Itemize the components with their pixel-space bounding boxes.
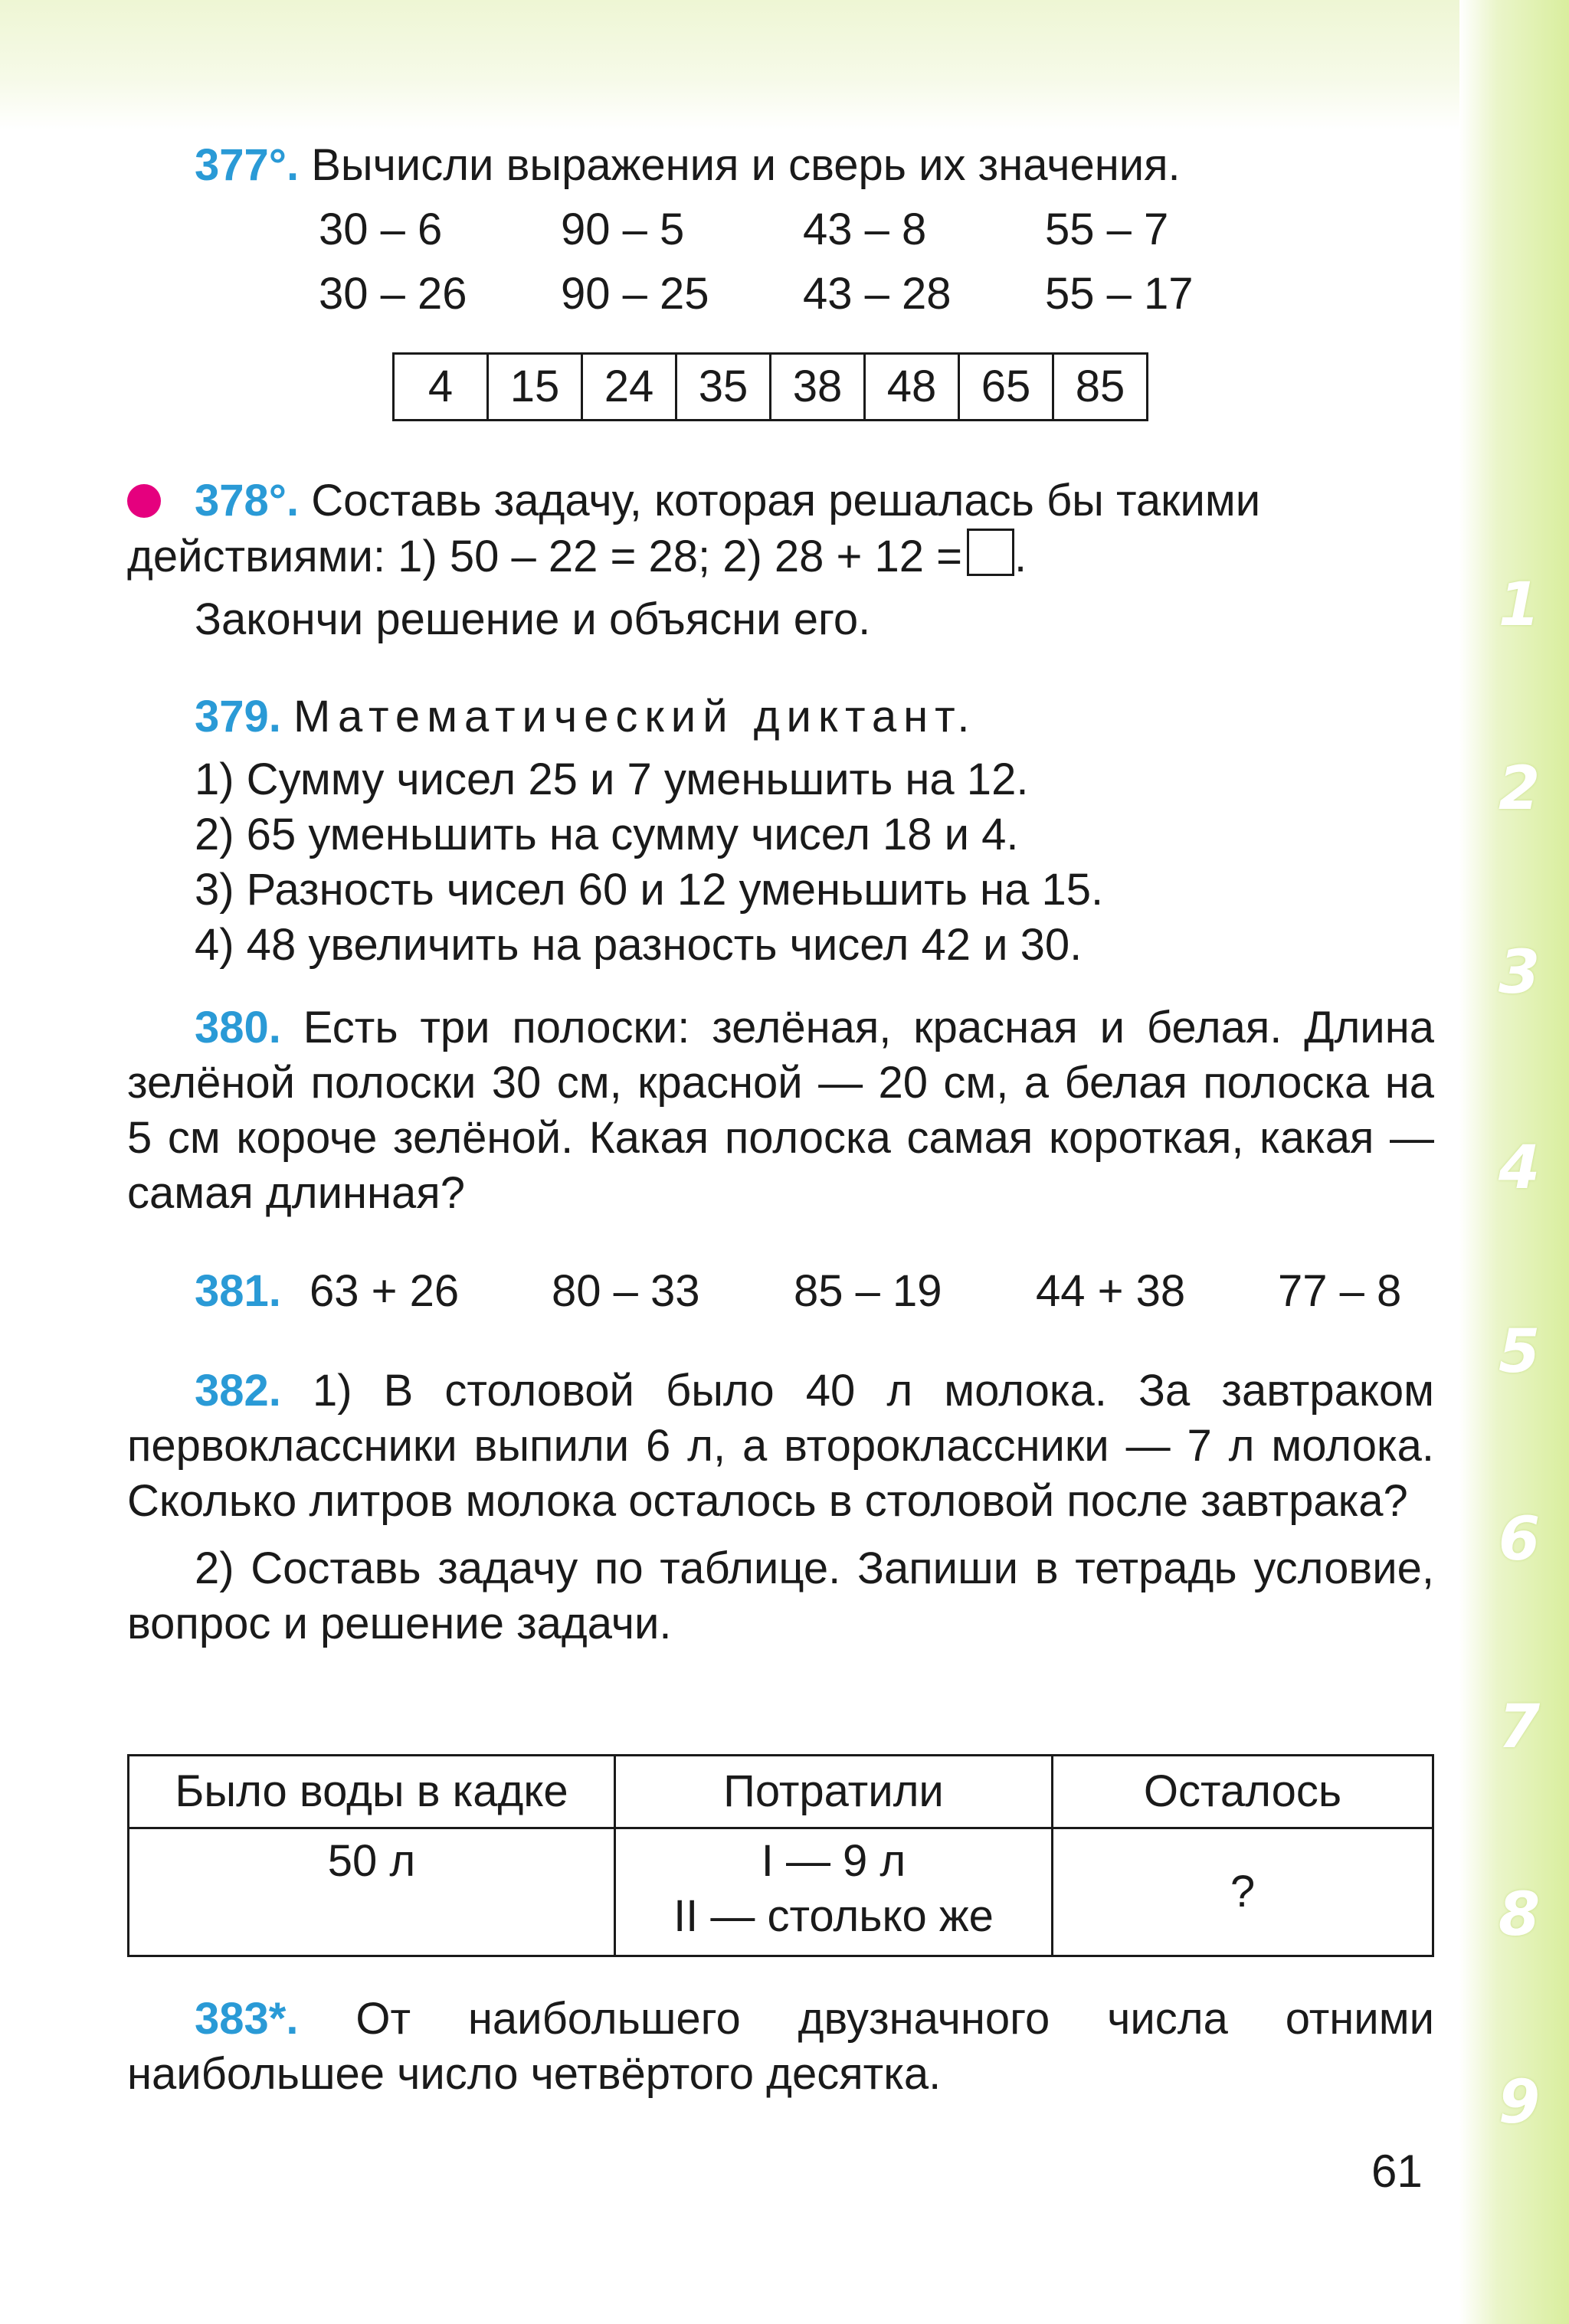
dictation-item: 1) Сумму чисел 25 и 7 уменьшить на 12. (195, 754, 1029, 804)
chapter-tab-5[interactable]: 5 (1498, 1317, 1541, 1386)
expression: 55 – 7 (1045, 205, 1169, 254)
expression-row-2 (319, 267, 1287, 322)
dictation-item: 4) 48 увеличить на разность чисел 42 и 30. (195, 920, 1083, 970)
exercise-title: Математический диктант. (293, 692, 977, 741)
pink-dot-marker (127, 484, 161, 518)
answer-cell: 65 (959, 354, 1053, 421)
answer-cell: 15 (488, 354, 582, 421)
exercise-text: действиями: 1) 50 – 22 = 28; 2) 28 + 12 = (127, 532, 963, 581)
exercise-title: Вычисли выражения и сверь их значения. (311, 140, 1181, 190)
punctuation: . (1014, 532, 1027, 581)
expression: 30 – 26 (319, 269, 467, 319)
exercise-383 (127, 1992, 1434, 2102)
expression: 77 – 8 (1278, 1266, 1402, 1316)
top-band (0, 0, 1569, 130)
exercise-number: 379. (195, 692, 281, 741)
chapter-tab-1[interactable]: 1 (1498, 571, 1541, 640)
page-number: 61 (1371, 2146, 1423, 2197)
exercise-number: 383*. (195, 1994, 299, 2044)
expression-row-1 (319, 202, 1287, 257)
exercise-number: 377°. (195, 140, 300, 190)
answer-cell: 35 (676, 354, 771, 421)
expression: 55 – 17 (1045, 269, 1194, 319)
table-header: Было воды в кадке (129, 1756, 615, 1828)
exercise-377 (127, 138, 1434, 411)
exercise-378 (127, 473, 1434, 647)
expression: 80 – 33 (552, 1266, 700, 1316)
table-cell-line: I — 9 л (761, 1836, 906, 1886)
table-cell: 50 л (129, 1828, 615, 1956)
water-table (127, 1754, 1434, 1957)
dictation-item: 3) Разность чисел 60 и 12 уменьшить на 15. (195, 865, 1104, 915)
chapter-tab-4[interactable]: 4 (1498, 1134, 1541, 1203)
exercise-text: От наибольшего двузначного числа отними наибольшее число четвёртого десятка. (127, 1994, 1434, 2099)
exercise-number: 382. (195, 1366, 281, 1416)
chapter-tab-8[interactable]: 8 (1498, 1880, 1541, 1949)
chapter-tab-2[interactable]: 2 (1498, 754, 1541, 823)
exercise-380 (127, 1000, 1434, 1221)
expression-row: 381. 63 + 26 80 – 33 85 – 19 44 + 38 77 – 8 (195, 1264, 1401, 1319)
expression: 30 – 6 (319, 205, 443, 254)
expression: 63 + 26 (310, 1266, 460, 1316)
table-header: Потратили (615, 1756, 1053, 1828)
exercise-text: 1) В столовой было 40 л молока. За завтраком первоклассники выпили 6 л, а второклассники — 7 л молока. Сколько литров молока осталось в столовой после завтрака? (127, 1366, 1434, 1526)
exercise-text: Составь задачу, которая решалась бы такими (311, 476, 1261, 525)
expression: 44 + 38 (1036, 1266, 1186, 1316)
expression: 85 – 19 (794, 1266, 942, 1316)
answer-cell: 85 (1053, 354, 1148, 421)
exercise-number: 378°. (195, 476, 300, 525)
exercise-number: 380. (195, 1003, 281, 1052)
exercise-text: Закончи решение и объясни его. (195, 594, 871, 644)
expression: 90 – 25 (561, 269, 709, 319)
table-cell-line: II — столько же (673, 1891, 994, 1941)
chapter-tab-7[interactable]: 7 (1498, 1693, 1541, 1762)
chapter-tab-3[interactable]: 3 (1498, 938, 1541, 1007)
exercise-text: 2) Составь задачу по таблице. Запиши в тетрадь условие, вопрос и решение задачи. (127, 1543, 1434, 1648)
expression: 90 – 5 (561, 205, 685, 254)
chapter-tab-9[interactable]: 9 (1498, 2068, 1541, 2137)
answer-cell: 38 (771, 354, 865, 421)
chapter-tab-6[interactable]: 6 (1498, 1505, 1541, 1574)
table-cell (615, 1828, 1053, 1956)
exercise-text: Есть три полоски: зелёная, красная и белая. Длина зелёной полоски 30 см, красной — 20 см, а белая полоска на 5 см короче зелёной. Какая полоска самая короткая, какая — самая длинная? (127, 1003, 1434, 1218)
answer-cell: 4 (394, 354, 488, 421)
answer-cell: 48 (865, 354, 959, 421)
answer-table (392, 352, 1148, 421)
answer-box[interactable] (967, 529, 1014, 576)
dictation-item: 2) 65 уменьшить на сумму чисел 18 и 4. (195, 810, 1019, 859)
expression: 43 – 28 (803, 269, 952, 319)
answer-cell: 24 (582, 354, 676, 421)
expression: 43 – 8 (803, 205, 927, 254)
exercise-382 (127, 1363, 1434, 1651)
table-header: Осталось (1053, 1756, 1433, 1828)
exercise-379 (127, 689, 1434, 973)
table-cell: ? (1053, 1828, 1433, 1956)
